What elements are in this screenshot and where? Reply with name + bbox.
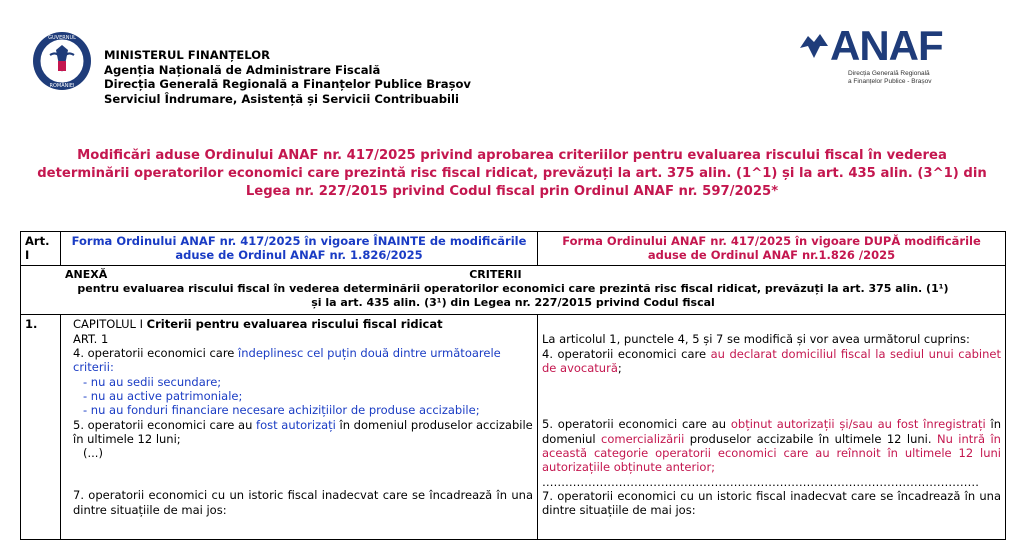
text-span: 4. operatorii economici care [542, 346, 711, 361]
annex-line: pentru evaluarea riscului fiscal în vederea determinării operatorilor economici care prezintă risc fiscal ridicat, prevăzuți la art. 375 alin. (1¹) [77, 281, 949, 295]
annex-criteria: CRITERII [469, 267, 522, 281]
point-5-after [542, 417, 1001, 474]
anaf-subtitle [848, 70, 931, 85]
ministry-line: MINISTERUL FINANȚELOR [104, 48, 271, 62]
header-before-cell: Forma Ordinului ANAF nr. 417/2025 în vigoare ÎNAINTE de modificările aduse de Ordinul ANAF nr. 1.826/2025 [61, 232, 538, 266]
text-span-red: comercializării [601, 431, 685, 446]
title-line: Legea nr. 227/2015 privind Codul fiscal prin Ordinul ANAF nr. 597/2025* [245, 184, 779, 199]
point-5-before [65, 418, 533, 447]
bullet-item: - nu au fonduri financiare necesare achizițiilor de produse accizabile; [83, 403, 480, 418]
anaf-mark-icon [798, 32, 830, 60]
point-7-after: 7. operatorii economici cu un istoric fiscal inadecvat care se încadrează în una dintre situațiile de mai jos: [542, 488, 1001, 518]
amendment-intro: La articolul 1, punctele 4, 5 și 7 se modifică și vor avea următorul cuprins: [542, 332, 970, 347]
text-span: ; [617, 361, 622, 376]
title-line: Modificări aduse Ordinului ANAF nr. 417/2025 privind aprobarea criteriilor pentru evaluarea riscului fiscal în vederea [77, 148, 947, 163]
text-span: 5. operatorii economici care au [542, 417, 731, 432]
article-label: ART. 1 [73, 331, 109, 346]
text-span: 5. operatorii economici care au [73, 417, 257, 432]
text-span: 4. operatorii economici care [73, 346, 239, 361]
row-number: 1. [21, 315, 61, 540]
annex-top-line [25, 268, 1001, 282]
page-title [20, 147, 1004, 201]
point-4-after [542, 347, 1001, 376]
table-header-row [21, 232, 1006, 266]
annex-line: și la art. 435 alin. (3¹) din Legea nr. 227/2015 privind Codul fiscal [311, 296, 715, 310]
bullet-item: - nu au active patrimoniale; [83, 388, 243, 403]
ministry-line: Serviciul Îndrumare, Asistență și Servicii Contribuabili [104, 91, 459, 106]
annex-cell [21, 265, 1006, 315]
header-art-cell: Art. I [21, 232, 61, 266]
comparison-table [20, 231, 1006, 540]
annex-label: ANEXĂ [65, 267, 108, 281]
chapter-heading [65, 317, 533, 331]
ministry-line: Direcția Generală Regională a Finanțelor Publice Brașov [104, 77, 471, 92]
chapter-title: Criterii pentru evaluarea riscului fiscal ridicat [146, 317, 443, 332]
svg-text:ROMÂNIEI: ROMÂNIEI [49, 83, 75, 89]
svg-text:GUVERNUL: GUVERNUL [48, 35, 76, 41]
ministry-block [104, 48, 471, 106]
anaf-logo [798, 22, 984, 90]
government-emblem-icon [32, 31, 92, 91]
text-span-red: Nu intră în această categorie operatorii economici care au reînnoit în ultimele 12 luni autorizațiile obținute anterior; [542, 431, 1001, 475]
spacer [542, 375, 1001, 417]
text-span-red: obținut autorizații și/sau au fost înregistrați [730, 417, 986, 432]
anaf-wordmark: ANAF [830, 22, 943, 69]
chapter-label: CAPITOLUL I [73, 317, 147, 332]
dots-separator: …………………………………………………………………………………………………… [542, 474, 979, 489]
annex-row [21, 265, 1006, 315]
text-span: în domeniul [542, 417, 1002, 446]
text-span: produselor accizabile în ultimele 12 luni. [684, 431, 937, 446]
title-line: determinării operatorilor economici care prezintă risc fiscal ridicat, prevăzuți la art. 375 alin. (1^1) și la art. 435 alin. (3^1) din [37, 166, 987, 181]
table-row [21, 315, 1006, 540]
spacer [65, 460, 533, 488]
spacer [542, 317, 1001, 332]
ellipsis: (...) [83, 446, 103, 461]
document-header [0, 0, 1024, 130]
ministry-line: Agenția Națională de Administrare Fiscală [104, 62, 381, 77]
header-after-cell: Forma Ordinului ANAF nr. 417/2025 în vigoare DUPĂ modificările aduse de Ordinul ANAF nr.1.826 /2025 [538, 232, 1006, 266]
anaf-subtitle-line: Direcția Generală Regională [848, 70, 930, 77]
bullet-item: - nu au sedii secundare; [83, 374, 222, 389]
after-cell [538, 315, 1006, 540]
text-span-red: au declarat domiciliul fiscal la sediul unui cabinet de avocatură [542, 346, 1001, 376]
text-span-blue: îndeplinesc cel puțin două dintre următoarele criterii: [73, 346, 501, 375]
point-7-before: 7. operatorii economici cu un istoric fiscal inadecvat care se încadrează în una dintre situațiile de mai jos: [73, 488, 533, 517]
before-cell [61, 315, 538, 540]
text-span-blue: fost autorizați [256, 417, 336, 432]
point-4-before [65, 346, 533, 375]
text-span: în domeniul produselor accizabile în ultimele 12 luni; [73, 417, 533, 446]
anaf-subtitle-line: a Finanțelor Publice - Brașov [848, 77, 932, 85]
